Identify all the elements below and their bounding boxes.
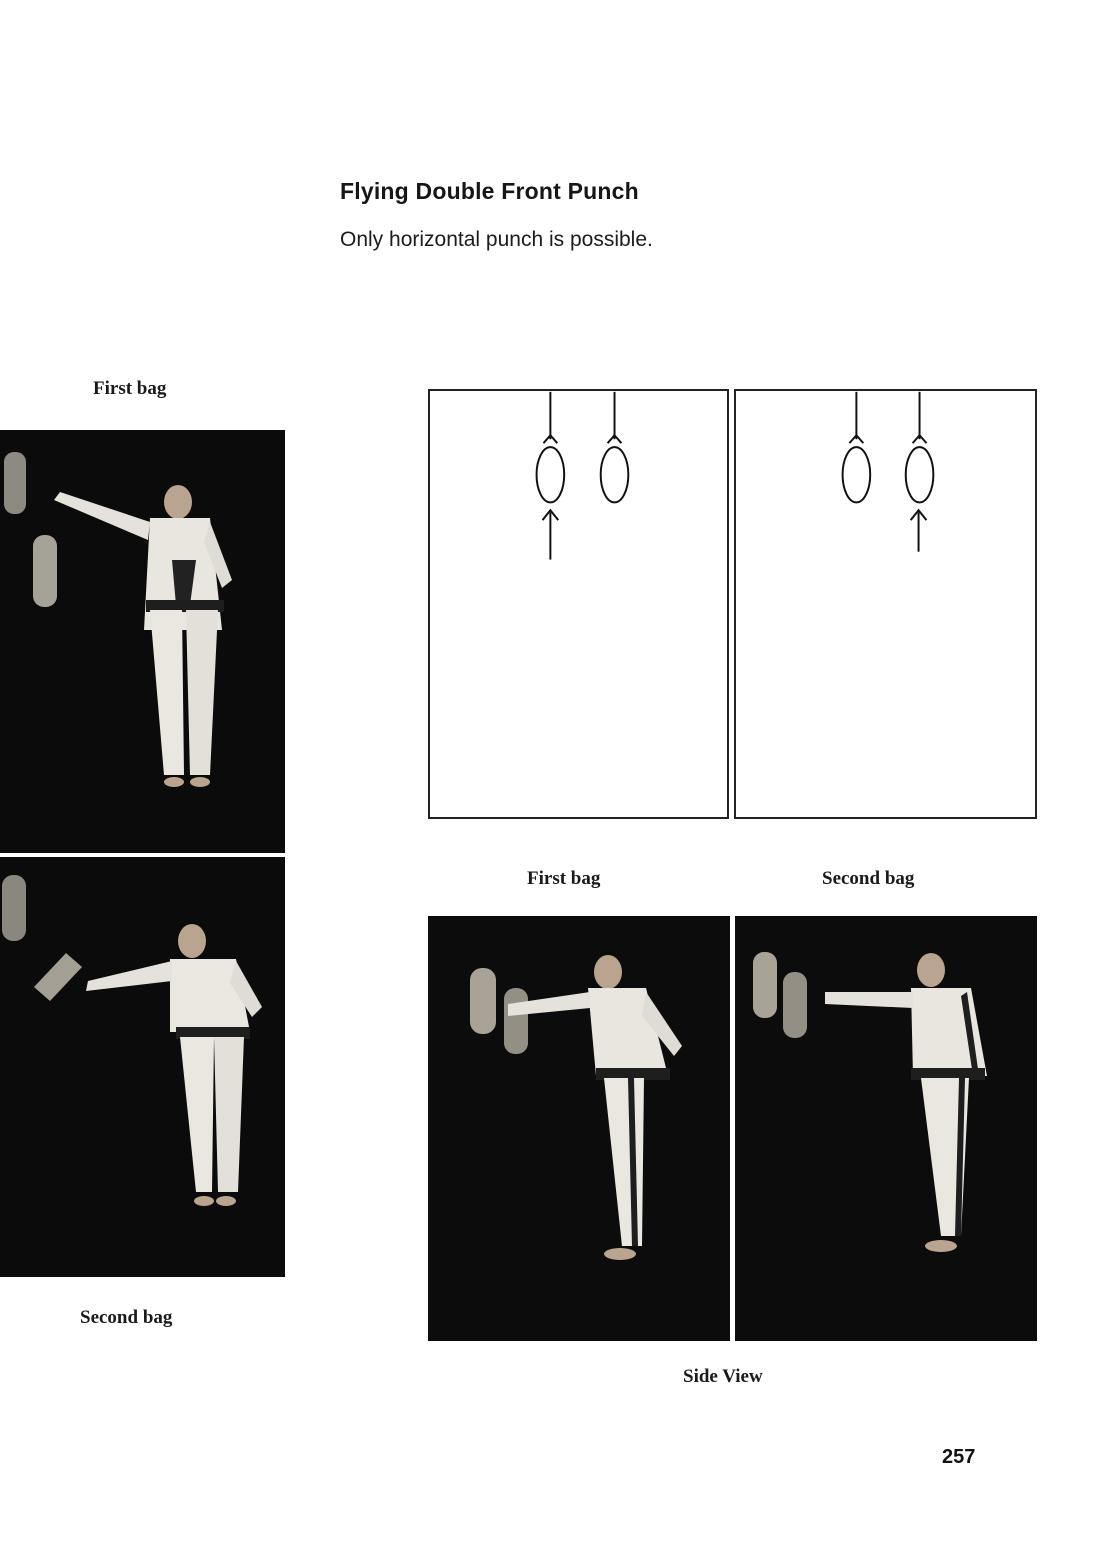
photo-second-bag-front [0, 857, 285, 1277]
photo-first-bag-side [428, 916, 730, 1341]
page-subtitle: Only horizontal punch is possible. [340, 228, 653, 251]
caption-second-bag-diagram: Second bag [822, 868, 915, 889]
page-title: Flying Double Front Punch [340, 178, 639, 204]
photo-first-bag-front [0, 430, 285, 853]
diagram-second-bag [734, 389, 1037, 819]
diagram-first-bag [428, 389, 729, 819]
page-number: 257 [942, 1446, 976, 1468]
caption-first-bag-left: First bag [93, 378, 167, 399]
caption-side-view: Side View [683, 1366, 763, 1387]
photo-second-bag-side [735, 916, 1037, 1341]
caption-first-bag-diagram: First bag [527, 868, 601, 889]
caption-second-bag-left: Second bag [80, 1307, 173, 1328]
